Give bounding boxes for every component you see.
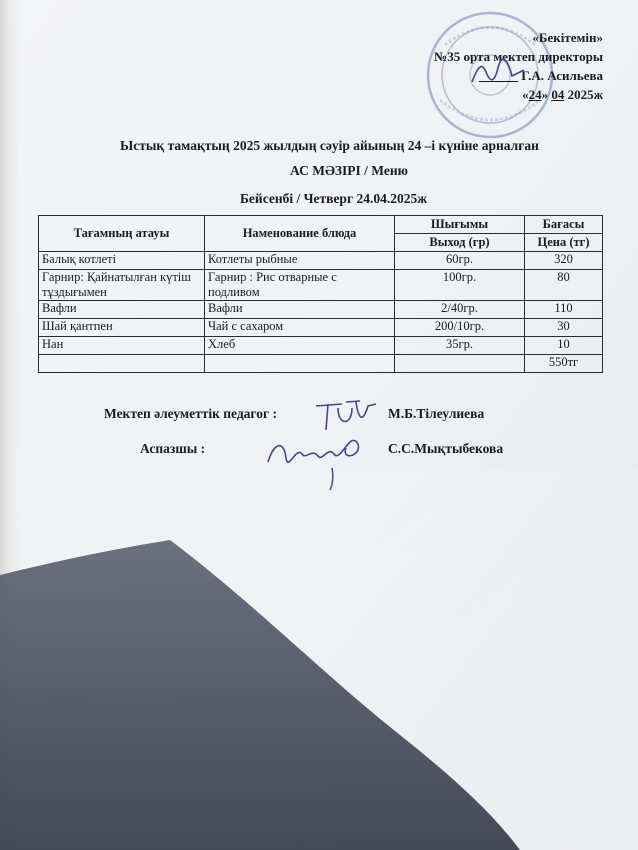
menu-day-date: Бейсенбі / Четверг 24.04.2025ж <box>240 191 427 206</box>
table-row: Шай қантпен Чай с сахаром 200/10гр. 30 <box>39 319 603 337</box>
table-header-row <box>39 216 603 234</box>
table-row: Гарнир: Қайнатылған күтіш тұздығымен Гарнир : Рис отварные с подливом 100гр. 80 <box>39 270 603 301</box>
approval-heading: «Бекітемін» <box>532 30 603 45</box>
table-total-row <box>39 355 603 373</box>
cook-name: С.С.Мықтыбекова <box>388 441 504 456</box>
menu-title: АС МӘЗІРІ / Меню <box>290 163 408 178</box>
cook-label: Аспазшы : <box>140 441 206 456</box>
col-header-price-kz: Бағасы <box>525 216 603 234</box>
menu-table <box>38 215 603 373</box>
col-header-price-ru: Цена (тг) <box>525 234 603 252</box>
pedagog-name: М.Б.Тілеулиева <box>388 406 485 421</box>
director-signature <box>468 58 528 88</box>
menu-title-kz: Ыстық тамақтың 2025 жылдың сәуір айының 24 –і күніне арналған <box>120 138 539 153</box>
total-price: 550тг <box>525 355 603 373</box>
approval-day: 24 <box>528 87 542 102</box>
table-row: Вафли Вафли 2/40гр. 110 <box>39 301 603 319</box>
col-header-name-ru: Наменование блюда <box>205 216 395 252</box>
approval-month: 04 <box>551 87 565 102</box>
director-name: Г.А. Асильева <box>521 68 603 83</box>
cook-signature <box>262 428 372 493</box>
table-row: Нан Хлеб 35гр. 10 <box>39 337 603 355</box>
approval-year: 2025ж <box>567 87 603 102</box>
pedagog-label: Мектеп әлеуметтік педагог : <box>104 406 277 421</box>
approval-school: №35 орта мектеп директоры <box>434 49 603 64</box>
col-header-yield-kz: Шығымы <box>395 216 525 234</box>
col-header-name-kz: Тағамның атауы <box>39 216 205 252</box>
director-sign-line: ______ <box>479 68 519 83</box>
table-row: Балық котлеті Котлеты рыбные 60гр. 320 <box>39 252 603 270</box>
col-header-yield-ru: Выход (гр) <box>395 234 525 252</box>
approval-date: «24» 04 2025ж <box>522 87 603 102</box>
